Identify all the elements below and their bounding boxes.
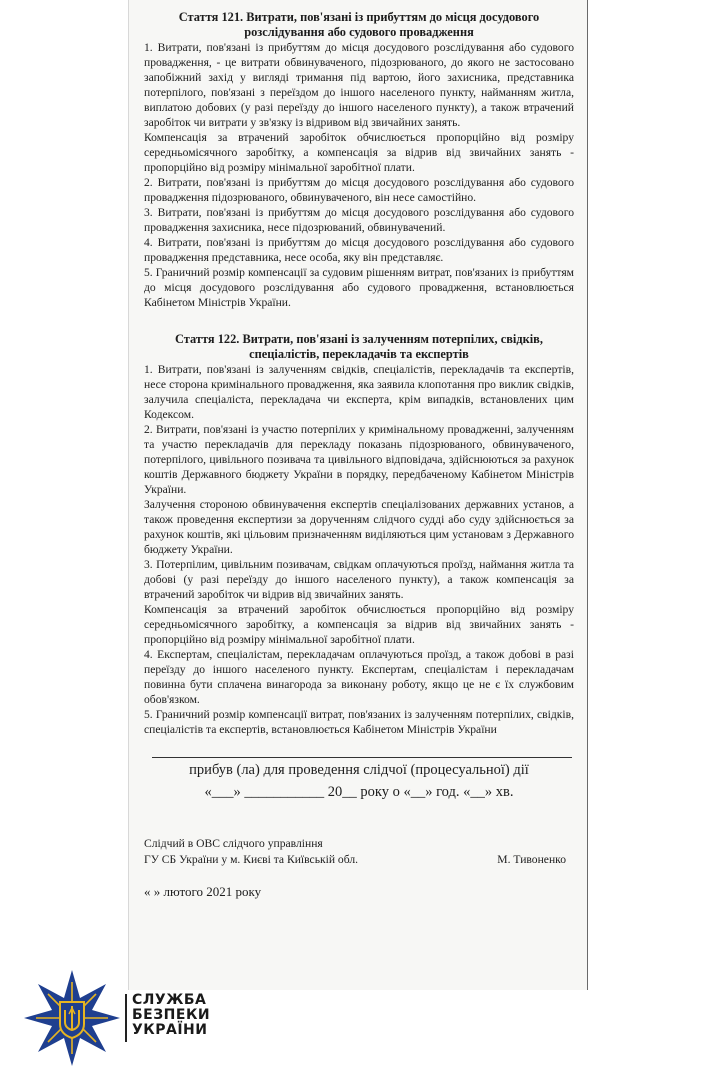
article-122-paragraph: Компенсація за втрачений заробіток обчислюється пропорційно від розміру середньомісячного заробітку, а компенсація за відрив від звичайних занять - пропорційно від розміру мінімальної заробітної плати. xyxy=(144,603,574,646)
logo-divider xyxy=(125,994,127,1042)
signature-line xyxy=(152,757,572,758)
article-121-paragraph: 5. Граничний розмір компенсації за судовим рішенням витрат, пов'язаних із прибуттям до місця досудового розслідування або судового провадження, встановлюється Кабінетом Міністрів України. xyxy=(144,266,574,309)
article-122-title-line1: Стаття 122. Витрати, пов'язані із залученням потерпілих, свідків, xyxy=(175,332,543,346)
officer-name: М. Тивоненко xyxy=(497,853,566,866)
officer-title-line1: Слідчий в ОВС слідчого управління xyxy=(144,837,323,850)
article-121-paragraph: 2. Витрати, пов'язані із прибуттям до місця досудового розслідування або судового провадження підозрюваного, обвинуваченого, він несе самостійно. xyxy=(144,176,574,204)
article-121-title-line1: Стаття 121. Витрати, пов'язані із прибуттям до місця досудового xyxy=(178,10,540,24)
logo-text-line1: СЛУЖБА xyxy=(132,992,207,1008)
article-121 xyxy=(144,10,574,310)
document-date: « » лютого 2021 року xyxy=(144,884,262,899)
officer-title-line2: ГУ СБ України у м. Києві та Київській обл. xyxy=(144,853,359,866)
officer-block xyxy=(144,836,574,868)
logo-wordmark xyxy=(132,993,210,1038)
article-122-title-line2: спеціалістів, перекладачів та експертів xyxy=(249,347,469,361)
article-122 xyxy=(144,332,574,737)
ssu-logo xyxy=(22,968,222,1068)
logo-text-line2: БЕЗПЕКИ xyxy=(132,1007,211,1023)
article-122-paragraph: Залучення стороною обвинувачення експертів спеціалізованих державних установ, а також проведення експертизи за дорученням слідчого судді або суду здійснюється за рахунок коштів, які цільовим призначенням виділяються цим установам з Державного бюджету України. xyxy=(144,498,574,556)
document-body xyxy=(144,10,574,899)
article-121-paragraph: 3. Витрати, пов'язані із прибуттям до місця досудового розслідування або судового провадження захисника, несе підозрюваний, обвинувачений. xyxy=(144,206,574,234)
article-122-paragraph: 4. Експертам, спеціалістам, перекладачам оплачуються проїзд, а також добові в разі переїзду до іншого населеного пункту. Експертам, спеціалістам і перекладачам повинна бути сплачена винагорода за виконану роботу, якщо це не є їх службовим обов'язком. xyxy=(144,648,574,706)
arrival-statement: прибув (ла) для проведення слідчої (процесуальної) дії xyxy=(189,762,529,778)
article-121-title-line2: розслідування або судового провадження xyxy=(244,25,474,39)
article-121-paragraph: 1. Витрати, пов'язані із прибуттям до місця досудового розслідування або судового провадження, - це витрати обвинуваченого, підозрюваного, до якого не застосовано запобіжний захід у вигляді тримання під вартою, його захисника, представника потерпілого, пов'язані з переїздом до іншого населеного пункту, найманням житла, виплатою добових (у разі переїзду до іншого населеного пункту), а також втрачений заробіток чи витрати у зв'язку із відривом від звичайних занять. xyxy=(144,41,574,129)
ssu-emblem-icon xyxy=(22,968,122,1068)
article-122-paragraph: 3. Потерпілим, цивільним позивачам, свідкам оплачуються проїзд, наймання житла та добові (у разі переїзду до іншого населеного пункту), а також компенсація за втрачений заробіток чи відрив від звичайних занять. xyxy=(144,558,574,601)
article-121-paragraph: Компенсація за втрачений заробіток обчислюється пропорційно від розміру середньомісячного заробітку, а компенсація за відрив від звичайних занять - пропорційно від розміру мінімальної заробітної плати. xyxy=(144,131,574,174)
section-spacer xyxy=(144,310,574,332)
article-122-paragraph: 1. Витрати, пов'язані із залученням свідків, спеціалістів, перекладачів та експертів, несе сторона кримінального провадження, яка заявила клопотання про виклик свідків, залучила спеціаліста, перекладача чи експерта, крім випадків, встановлених цим Кодексом. xyxy=(144,363,574,421)
logo-text-line3: УКРАЇНИ xyxy=(132,1022,208,1038)
article-122-paragraph: 5. Граничний розмір компенсації витрат, пов'язаних із залученням потерпілих, свідків, спеціалістів та експертів, встановлюється Кабінетом Міністрів України xyxy=(144,708,574,736)
article-121-paragraph: 4. Витрати, пов'язані із прибуттям до місця досудового розслідування або судового провадження представника, несе особа, яку він представляє. xyxy=(144,236,574,264)
article-122-paragraph: 2. Витрати, пов'язані із участю потерпілих у кримінальному провадженні, залученням та участю перекладачів для перекладу показань підозрюваного, обвинуваченого, потерпілого, цивільного позивача та цивільного відповідача, здійснюються за рахунок коштів Державного бюджету України в порядку, передбаченому Кабінетом Міністрів України. xyxy=(144,423,574,496)
arrival-datetime: «___» ___________ 20__ року о «__» год. «__» хв. xyxy=(204,784,514,800)
